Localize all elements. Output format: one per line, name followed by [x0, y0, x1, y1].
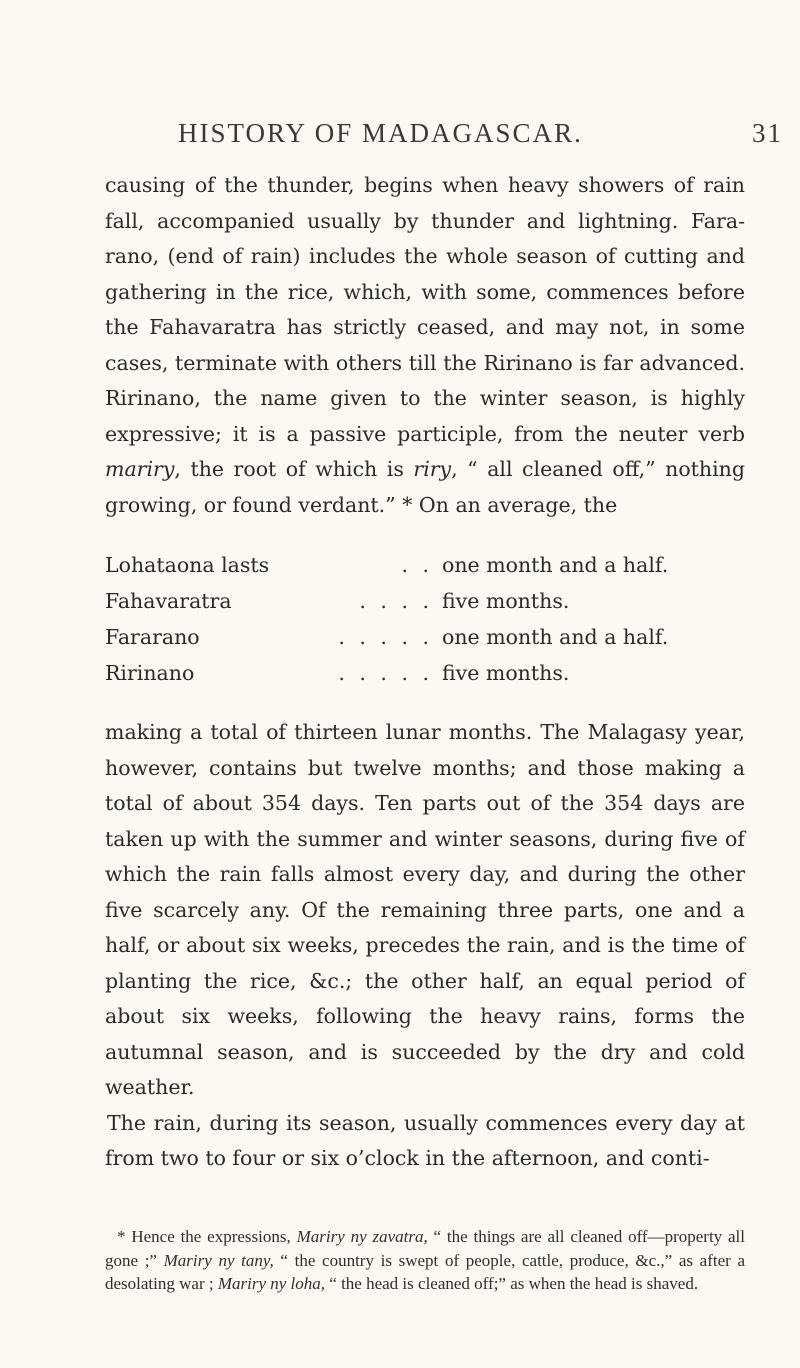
- season-length: five months.: [442, 589, 570, 613]
- season-length: one month and a half.: [442, 625, 669, 649]
- text-run: “ the country is swept of people, cattle, produce, &c.,” as after a desolating war ;: [105, 1250, 745, 1293]
- season-length: one month and a half.: [442, 553, 669, 577]
- text-run: , the root of which is: [174, 457, 414, 481]
- paragraph-2: making a total of thirteen lunar months. The Malagasy year, however, contains but twelve months; and those making a total of about 354 days. Ten parts out of the 354 days are taken up with the summer and winter seasons, during five of which the rain falls almost every day, and during the other five scarcely any. Of the remaining three parts, one and a half, or about six weeks, precedes the rain, and is the time of planting the rice, &c.; the other half, an equal period of about six weeks, following the heavy rains, forms the autumnal season, and is succeeded by the dry and cold weather.: [105, 720, 745, 1099]
- season-name: Lohataona lasts: [105, 553, 270, 577]
- italic-phrase: Mariry ny tany,: [163, 1250, 274, 1270]
- season-name: Ririnano: [105, 661, 195, 685]
- paragraph-3: The rain, during its season, usually commences every day at from two to four or six o’clock in the afternoon, and conti-: [105, 1110, 745, 1170]
- season-row: [105, 548, 745, 584]
- leader-dots: . . . .: [359, 589, 433, 613]
- season-length: five months.: [442, 661, 570, 685]
- seasons-table: [105, 548, 745, 692]
- italic-phrase: Mariry ny loha,: [217, 1274, 326, 1293]
- text-run: * Hence the expressions,: [117, 1227, 297, 1246]
- leader-dots: . . . . .: [338, 625, 433, 649]
- leader-dots: . . . . .: [338, 661, 433, 685]
- text-run: “ the head is cleaned off;” as when the head is shaved.: [325, 1274, 699, 1293]
- running-title: HISTORY OF MADAGASCAR.: [178, 118, 583, 148]
- footnote: [105, 1225, 745, 1296]
- page-number: 31: [752, 118, 783, 148]
- season-name: Fararano: [105, 625, 200, 649]
- paragraph-1: [105, 168, 745, 523]
- text-run: causing of the thunder, begins when heavy showers of rain fall, accompanied usually by thunder and lightning. Fararano, (end of rain) includes the whole season of cutting and gathering in the rice, which, with some, commences before the Fahavaratra has strictly ceased, and may not, in some cases, terminate with others till the Ririnano is far advanced. Ririnano, the name given to the winter season, is highly expressive; it is a passive participle, from the neuter verb: [105, 173, 745, 446]
- season-name: Fahavaratra: [105, 589, 232, 613]
- main-text: [105, 168, 745, 1177]
- running-header: [0, 118, 800, 158]
- season-row: [105, 584, 745, 620]
- season-row: [105, 620, 745, 656]
- text-run: , “ all cleaned off,” nothing growing, or found verdant.” * On an average, the: [105, 457, 745, 517]
- leader-dots: . .: [401, 553, 433, 577]
- italic-word: mariry: [105, 457, 175, 481]
- italic-word: riry: [413, 457, 452, 481]
- text-run: “ the things are all cleaned off—property all gone ;”: [105, 1227, 745, 1270]
- italic-phrase: Mariry ny zavatra,: [296, 1227, 428, 1246]
- season-row: [105, 656, 745, 692]
